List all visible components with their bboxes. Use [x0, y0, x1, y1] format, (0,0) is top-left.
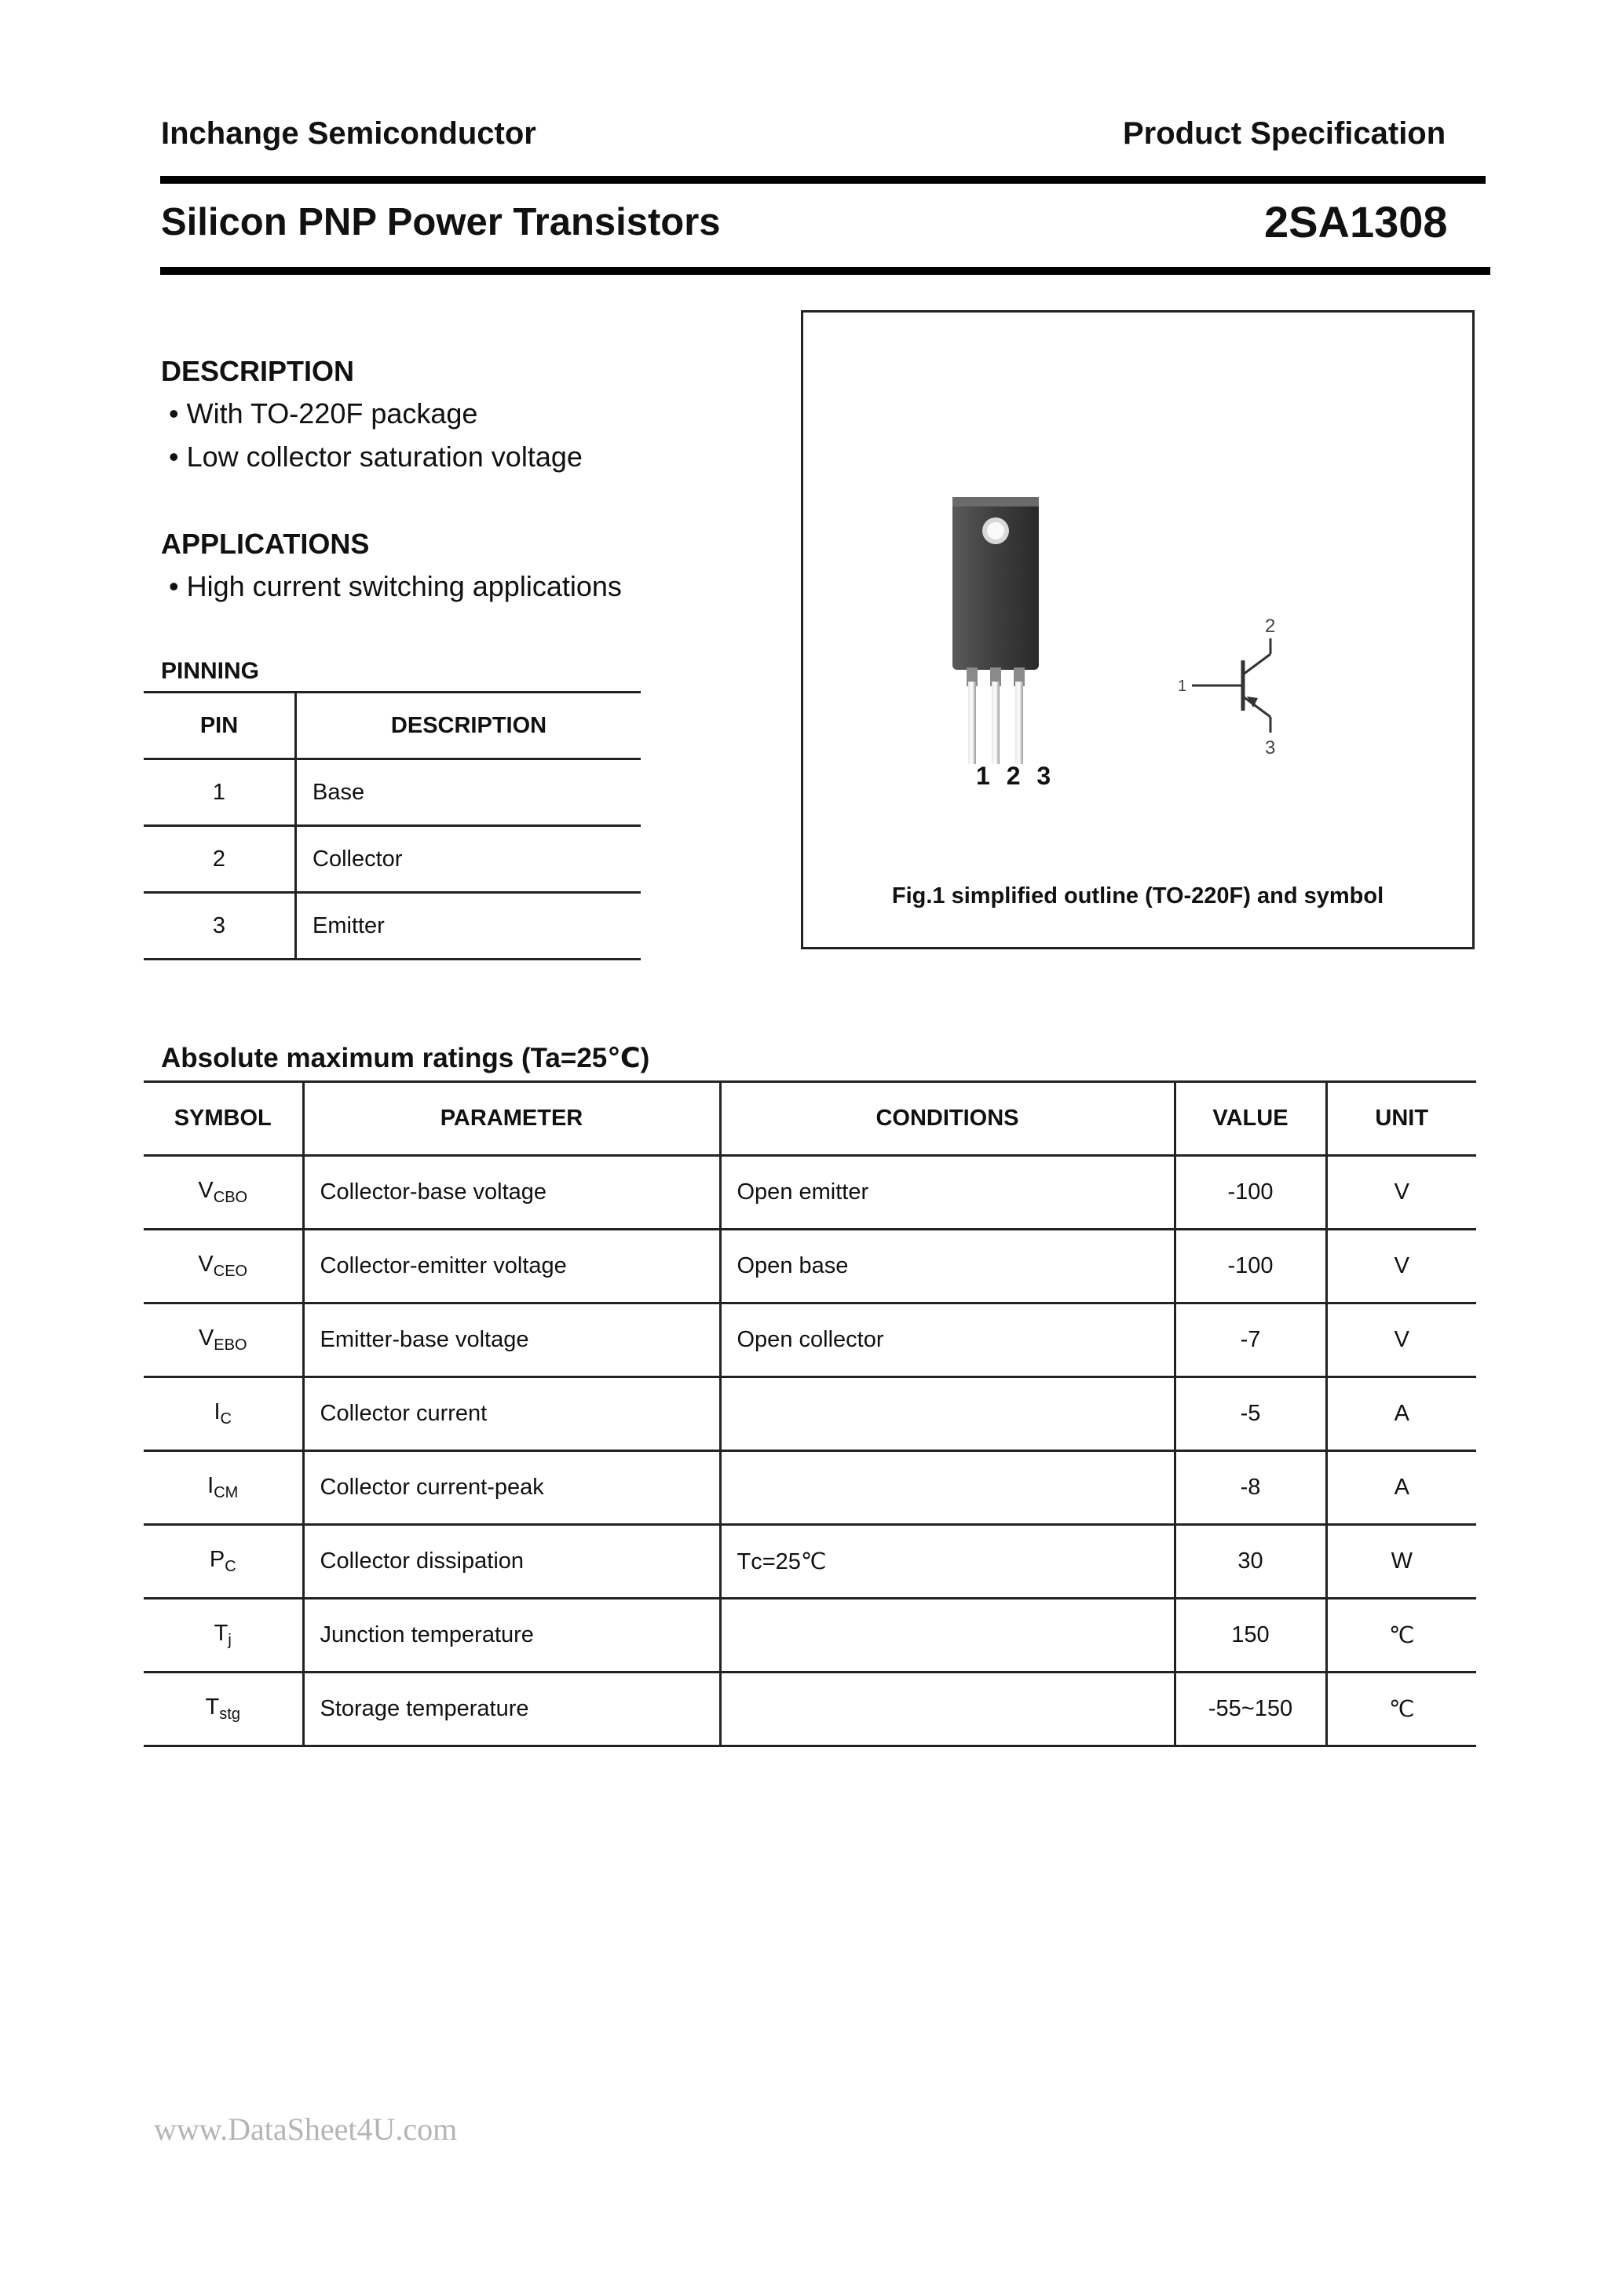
column-header-conditions: CONDITIONS — [720, 1082, 1175, 1156]
parameter-cell: Collector-base voltage — [303, 1156, 720, 1230]
value-cell: 30 — [1175, 1525, 1326, 1599]
pin-number: 3 — [144, 893, 296, 960]
document-type: Product Specification — [1123, 116, 1446, 151]
pin-description: Collector — [296, 826, 642, 893]
package-pin-numbers: 1 2 3 — [976, 762, 1056, 790]
table-row — [144, 1303, 1476, 1377]
unit-cell: A — [1326, 1451, 1476, 1525]
parameter-cell: Collector current-peak — [303, 1451, 720, 1525]
description-bullet: • Low collector saturation voltage — [169, 441, 583, 473]
symbol-cell: $P_C$ — [144, 1525, 303, 1599]
symbol-base-label: 1 — [1178, 678, 1187, 695]
applications-bullet: • High current switching applications — [169, 570, 622, 602]
table-row — [144, 1156, 1476, 1230]
table-row — [144, 1599, 1476, 1673]
table-row — [144, 893, 641, 960]
column-header-pin: PIN — [144, 693, 296, 759]
parameter-cell: Collector-emitter voltage — [303, 1230, 720, 1303]
table-header-row — [144, 693, 641, 759]
conditions-cell: Open emitter — [720, 1156, 1175, 1230]
column-header-parameter: PARAMETER — [303, 1082, 720, 1156]
value-cell: 150 — [1175, 1599, 1326, 1673]
header-rule-top — [160, 176, 1486, 184]
parameter-cell: Collector current — [303, 1377, 720, 1451]
watermark-link[interactable]: www.DataSheet4U.com — [154, 2111, 458, 2147]
unit-cell: ℃ — [1326, 1673, 1476, 1746]
value-cell: -100 — [1175, 1230, 1326, 1303]
conditions-cell — [720, 1599, 1175, 1673]
table-header-row — [144, 1082, 1476, 1156]
unit-cell: ℃ — [1326, 1599, 1476, 1673]
parameter-cell: Emitter-base voltage — [303, 1303, 720, 1377]
column-header-value: VALUE — [1175, 1082, 1326, 1156]
unit-cell: W — [1326, 1525, 1476, 1599]
unit-cell: V — [1326, 1156, 1476, 1230]
parameter-cell: Collector dissipation — [303, 1525, 720, 1599]
column-header-symbol: SYMBOL — [144, 1082, 303, 1156]
pinning-heading: PINNING — [161, 658, 260, 684]
table-row — [144, 1525, 1476, 1599]
symbol-cell: $T_j$ — [144, 1599, 303, 1673]
symbol-emitter-label: 3 — [1265, 737, 1276, 759]
figure-box — [801, 310, 1475, 949]
conditions-cell — [720, 1673, 1175, 1746]
pnp-transistor-symbol — [1161, 615, 1325, 772]
value-cell: -7 — [1175, 1303, 1326, 1377]
table-row — [144, 1451, 1476, 1525]
symbol-cell: $V_{CEO}$ — [144, 1230, 303, 1303]
value-cell: -5 — [1175, 1377, 1326, 1451]
symbol-cell: $I_{CM}$ — [144, 1451, 303, 1525]
symbol-cell: $V_{EBO}$ — [144, 1303, 303, 1377]
figure-caption: Fig.1 simplified outline (TO-220F) and symbol — [891, 883, 1384, 909]
table-row — [144, 1673, 1476, 1746]
column-header-description: DESCRIPTION — [296, 693, 642, 759]
conditions-cell: Tᴄ=25℃ — [720, 1525, 1175, 1599]
symbol-cell: $T_{stg}$ — [144, 1673, 303, 1746]
pin-number: 1 — [144, 759, 296, 826]
description-bullet: • With TO-220F package — [169, 397, 478, 430]
to220f-package-image — [941, 493, 1058, 768]
part-number: 2SA1308 — [1264, 197, 1448, 247]
parameter-cell: Junction temperature — [303, 1599, 720, 1673]
description-heading: DESCRIPTION — [161, 355, 355, 387]
table-row — [144, 1377, 1476, 1451]
symbol-collector-label: 2 — [1265, 616, 1276, 637]
unit-cell: A — [1326, 1377, 1476, 1451]
conditions-cell — [720, 1451, 1175, 1525]
applications-heading: APPLICATIONS — [161, 528, 370, 560]
table-row — [144, 759, 641, 826]
symbol-cell: $V_{CBO}$ — [144, 1156, 303, 1230]
symbol-cell: $I_C$ — [144, 1377, 303, 1451]
value-cell: -55~150 — [1175, 1673, 1326, 1746]
conditions-cell — [720, 1377, 1175, 1451]
unit-cell: V — [1326, 1230, 1476, 1303]
pin-description: Emitter — [296, 893, 642, 960]
pinning-table — [144, 691, 641, 960]
pin-number: 2 — [144, 826, 296, 893]
table-row — [144, 826, 641, 893]
unit-cell: V — [1326, 1303, 1476, 1377]
value-cell: -100 — [1175, 1156, 1326, 1230]
pin-description: Base — [296, 759, 642, 826]
table-row — [144, 1230, 1476, 1303]
ratings-table — [144, 1080, 1476, 1747]
parameter-cell: Storage temperature — [303, 1673, 720, 1746]
column-header-unit: UNIT — [1326, 1082, 1476, 1156]
conditions-cell: Open base — [720, 1230, 1175, 1303]
company-name: Inchange Semiconductor — [161, 116, 536, 151]
header-rule-bottom — [160, 267, 1490, 275]
value-cell: -8 — [1175, 1451, 1326, 1525]
conditions-cell: Open collector — [720, 1303, 1175, 1377]
product-family-title: Silicon PNP Power Transistors — [161, 201, 721, 243]
ratings-heading: Absolute maximum ratings (Ta=25℃) — [161, 1043, 650, 1073]
